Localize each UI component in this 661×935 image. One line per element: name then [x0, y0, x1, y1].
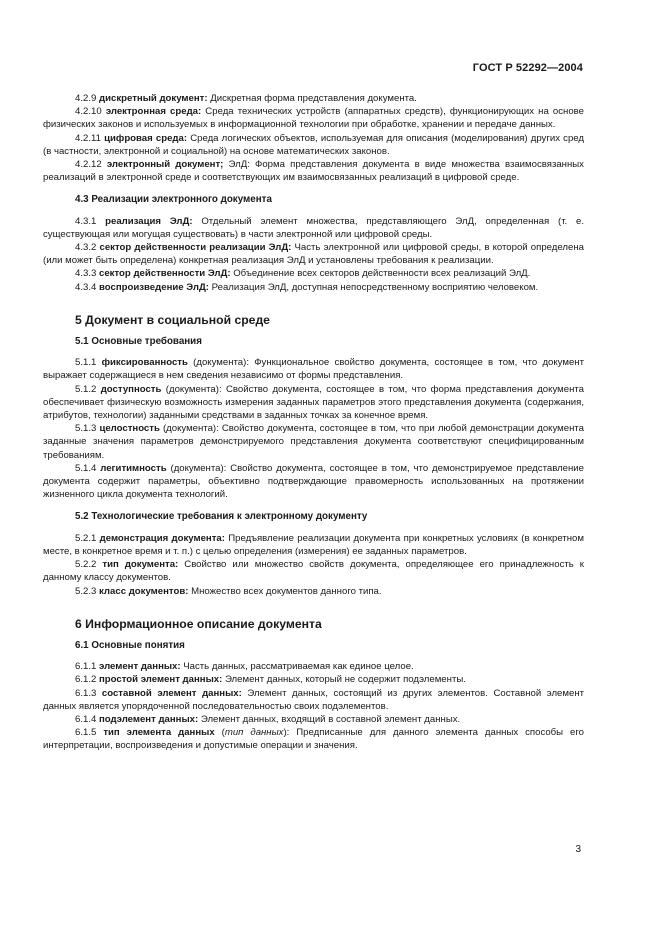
clause-6-1-1 — [43, 660, 584, 673]
clause-number: 5.1.4 — [75, 462, 97, 474]
clause-number: 4.3.4 — [75, 281, 97, 293]
subsection-heading-5-1: 5.1 Основные требования — [75, 336, 202, 348]
clause-term: сектор действенности реализации ЭлД: — [99, 242, 292, 254]
clause-number: 5.1.3 — [75, 423, 97, 435]
clause-text: (документа): Свойство документа, состоящее в том, что демонстрируемое представление документа содержит параметры, объективно подтверждающие правомерность использованных на протяжении жизненного цикла документа технологий. — [43, 462, 584, 501]
clause-4-2-11 — [43, 132, 584, 158]
clause-number: 4.2.12 — [75, 159, 102, 171]
clause-6-1-2 — [43, 673, 584, 686]
page-number: 3 — [575, 844, 581, 855]
clause-5-1-1 — [43, 356, 584, 382]
clause-4-2-12 — [43, 158, 584, 184]
clause-term: тип элемента данных — [103, 727, 215, 739]
clause-5-1-3 — [43, 422, 584, 462]
clause-term: дискретный документ: — [99, 93, 208, 104]
page-body — [43, 92, 584, 753]
clause-text: Отдельный элемент множества, представляющего ЭлД, определенная (т. е. существующая или могущая существовать) в части электронной или цифровой среды. — [43, 215, 584, 240]
clause-number: 6.1.2 — [75, 674, 97, 686]
clause-text: Часть электронной или цифровой среды, в которой определена (или может быть определена) конкретная реализация ЭлД и установлены требования к реализации. — [43, 242, 584, 267]
clause-term: электронный документ; — [106, 159, 224, 171]
clause-number: 6.1.3 — [75, 687, 97, 699]
clause-text: (документа): Функциональное свойство документа, состоящее в том, что документ выражает содержащиеся в нем сведения независимо от формы представления. — [43, 357, 584, 382]
clause-number: 6.1.1 — [75, 661, 97, 673]
clause-text: Элемент данных, который не содержит подэлементы. — [222, 674, 466, 686]
clause-6-1-5 — [43, 726, 584, 752]
clause-number: 4.2.9 — [75, 93, 97, 104]
clause-paren: ( — [214, 727, 225, 739]
clause-term: составной элемент данных: — [101, 687, 242, 699]
clause-number: 6.1.5 — [75, 727, 97, 739]
clause-5-1-4 — [43, 462, 584, 502]
clause-text: Элемент данных, состоящий из других элементов. Составной элемент данных является упорядоченной последовательностью своих подэлементов. — [43, 687, 585, 712]
clause-6-1-4 — [43, 713, 584, 726]
clause-4-3-4 — [43, 281, 584, 294]
clause-text: (документа): Свойство документа, состоящее в том, что при любой демонстрации документа заданные значения параметров демонстрируемого представления документа соответствуют специфицированным требованиям. — [43, 423, 584, 461]
subsection-heading-6-1: 6.1 Основные понятия — [75, 639, 185, 651]
clause-term: демонстрация документа: — [99, 532, 225, 544]
clause-text: Предъявление реализации документа при конкретных условиях (в конкретном месте, в конкретное время и т. п.) с целью определения (измерения) ее заданных параметров. — [43, 532, 584, 557]
clause-5-1-2 — [43, 383, 584, 423]
clause-text: Реализация ЭлД, доступная непосредственному восприятию человеком. — [208, 281, 539, 293]
clause-text: Объединение всех секторов действенности всех реализаций ЭлД. — [230, 268, 531, 280]
clause-4-3-2 — [43, 241, 584, 267]
clause-number: 5.1.1 — [75, 357, 97, 369]
clause-term: тип документа: — [102, 559, 179, 571]
clause-4-3-3 — [43, 267, 584, 280]
clause-term: легитимность — [100, 462, 167, 474]
clause-term: простой элемент данных: — [99, 674, 223, 686]
clause-4-3-1 — [43, 215, 584, 241]
clause-number: 4.3.3 — [75, 268, 97, 280]
clause-number: 5.1.2 — [75, 383, 97, 395]
clause-text: ): Предписанные для данного элемента данных способы его интерпретации, воспроизведения и допустимые операции и значения. — [43, 727, 584, 752]
clause-term: электронная среда: — [105, 106, 202, 118]
clause-number: 4.3.1 — [75, 215, 97, 227]
clause-5-2-2 — [43, 558, 584, 584]
section-heading-6: 6 Информационное описание документа — [75, 616, 322, 631]
clause-text: Часть данных, рассматриваемая как единое целое. — [180, 661, 414, 673]
clause-text: Множество всех документов данного типа. — [188, 585, 382, 597]
clause-number: 5.2.2 — [75, 559, 97, 571]
clause-number: 6.1.4 — [75, 713, 97, 725]
clause-term: сектор действенности ЭлД: — [99, 268, 231, 280]
clause-number: 4.3.2 — [75, 242, 97, 254]
subsection-heading-5-2: 5.2 Технологические требования к электронному документу — [75, 511, 368, 523]
clause-term: класс документов: — [99, 585, 189, 597]
clause-term-alias: тип данных — [224, 727, 284, 739]
subsection-heading-4-3: 4.3 Реализации электронного документа — [75, 194, 272, 206]
clause-term: реализация ЭлД: — [105, 215, 193, 227]
clause-number: 5.2.1 — [75, 532, 97, 544]
clause-4-2-9 — [43, 92, 584, 105]
clause-term: доступность — [100, 383, 162, 395]
clause-term: фиксированность — [101, 357, 188, 369]
clause-number: 4.2.10 — [75, 106, 102, 118]
clause-number: 4.2.11 — [75, 132, 101, 144]
clause-text: Среда технических устройств (аппаратных средств), функционирующих на основе физических законов и используемых в информационной технологии при обработке, хранении и передаче данных. — [43, 106, 584, 131]
clause-text: ЭлД: Форма представления документа в виде множества взаимосвязанных реализаций в электронной среде и соответствующих им взаимосвязанных реализаций в цифровой среде. — [43, 159, 584, 184]
doc-code-header: ГОСТ Р 52292—2004 — [472, 62, 583, 74]
clause-text: Среда логических объектов, используемая для описания (моделирования) других сред (в частности, электронной и социальной) на основе математических законов. — [43, 132, 585, 157]
clause-number: 5.2.3 — [75, 585, 97, 597]
clause-term: подэлемент данных: — [99, 713, 199, 725]
clause-4-2-10 — [43, 105, 584, 131]
clause-term: цифровая среда: — [104, 132, 188, 144]
clause-6-1-3 — [43, 687, 584, 713]
clause-text: (документа): Свойство документа, состоящее в том, что форма представления документа обеспечивает физическую возможность измерения заданных параметров этого представления документа (содержания, атрибутов, технологии) заданными средствами в заданных точках за конечное время. — [43, 383, 584, 422]
section-heading-5: 5 Документ в социальной среде — [75, 312, 270, 327]
clause-term: целостность — [99, 423, 160, 435]
clause-text: Свойство или множество свойств документа, определяющее его принадлежность к данному классу документов. — [43, 559, 584, 584]
clause-5-2-1 — [43, 532, 584, 558]
clause-term: воспроизведение ЭлД: — [99, 281, 209, 293]
clause-term: элемент данных: — [99, 661, 181, 673]
clause-text: Дискретная форма представления документа. — [207, 93, 417, 104]
clause-text: Элемент данных, входящий в составной элемент данных. — [198, 713, 461, 725]
clause-5-2-3 — [43, 585, 584, 598]
